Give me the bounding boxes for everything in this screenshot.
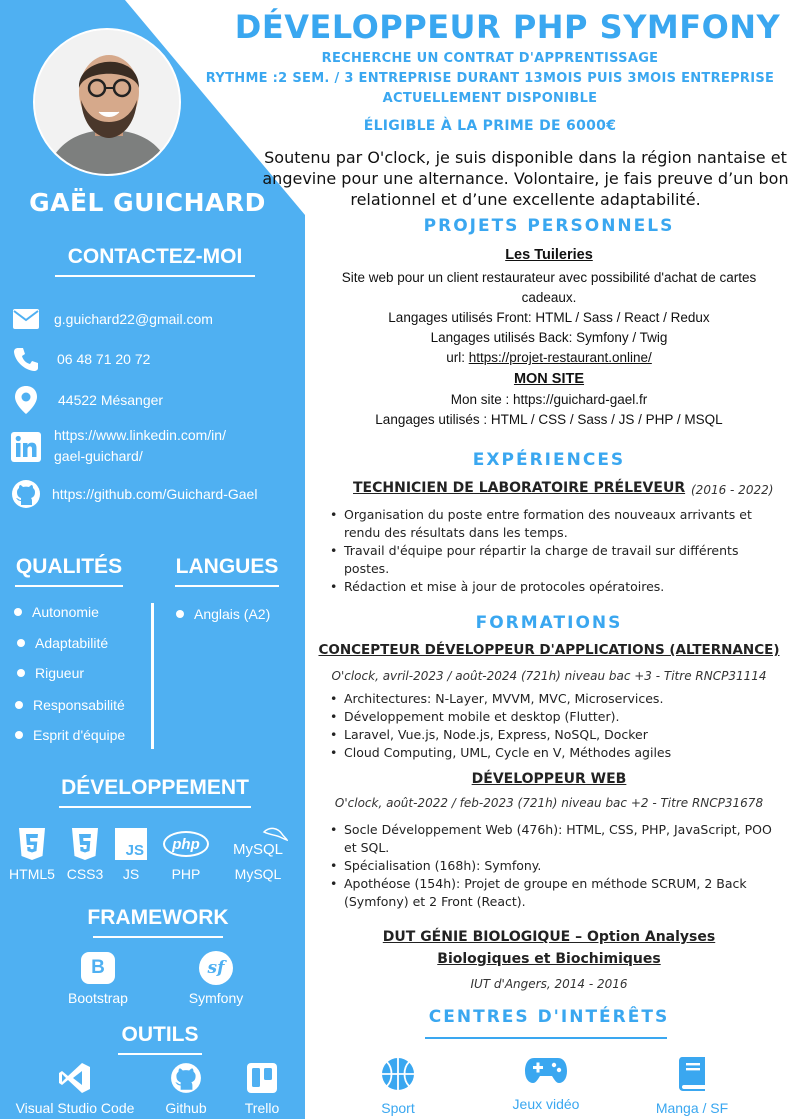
- book-icon: [642, 1054, 742, 1094]
- list-item: • Socle Développement Web (476h): HTML, CSS, PHP, JavaScript, POO et SQL.: [328, 821, 783, 857]
- phone-text[interactable]: 06 48 71 20 72: [57, 350, 151, 367]
- dev-title-text: DÉVELOPPEMENT: [61, 776, 249, 799]
- project-1-desc-2: cadeaux.: [521, 290, 577, 305]
- list-item: • Spécialisation (168h): Symfony.: [328, 857, 783, 875]
- quality-label: Responsabilité: [33, 697, 125, 713]
- github-text[interactable]: https://github.com/Guichard-Gael: [52, 485, 258, 502]
- project-1-back: Langages utilisés Back: Symfony / Twig: [430, 330, 668, 345]
- formations-title: FORMATIONS: [475, 613, 623, 633]
- intro-paragraph: Soutenu par O'clock, je suis disponible dans la région nantaise et angevine pour une alternance. Volontaire, je fais preuve d’un bon relationnel et d’une excellente adaptabilité.: [262, 148, 789, 209]
- list-item: • Travail d'équipe pour répartir la charge de travail sur différents postes.: [328, 542, 783, 578]
- project-2-site[interactable]: Mon site : https://guichard-gael.fr: [450, 392, 648, 407]
- formation-2-meta: O'clock, août-2022 / feb-2023 (721h) niveau bac +2 - Titre RNCP31678: [334, 796, 764, 810]
- linkedin-line1[interactable]: https://www.linkedin.com/in/: [54, 427, 226, 443]
- project-1-title-text: Les Tuileries: [505, 247, 593, 263]
- tech-label: Visual Studio Code: [15, 1100, 135, 1116]
- formation-3-title-1: DUT GÉNIE BIOLOGIQUE – Option Analyses: [382, 929, 716, 945]
- interest-manga: [642, 1054, 742, 1116]
- quality-label: Esprit d'équipe: [33, 727, 126, 743]
- quality-label: Adaptabilité: [35, 635, 109, 651]
- project-1-url-link[interactable]: https://projet-restaurant.online/: [468, 350, 652, 365]
- formation-1-list: [328, 690, 783, 762]
- tech-label: MySQL: [234, 866, 282, 882]
- formation-3-meta: IUT d'Angers, 2014 - 2016: [470, 977, 628, 991]
- list-item: • Architectures: N-Layer, MVVM, MVC, Microservices.: [328, 690, 783, 708]
- tech-label: JS: [122, 866, 140, 882]
- interest-videogames: [496, 1050, 596, 1112]
- project-1-url-line: [305, 348, 793, 368]
- project-1-url-label: url:: [446, 350, 469, 365]
- tech-label: HTML5: [9, 866, 55, 882]
- tech-label: PHP: [171, 866, 201, 882]
- interests-underline: [425, 1037, 667, 1039]
- list-item: • Organisation du poste entre formation des nouveaux arrivants et rendu des résultats dans les temps.: [328, 506, 783, 542]
- candidate-name: GAËL GUICHARD: [29, 188, 266, 217]
- project-2-langs: Langages utilisés : HTML / CSS / Sass / JS / PHP / MSQL: [375, 412, 723, 427]
- basketball-icon: [348, 1054, 448, 1094]
- project-2-title-text: MON SITE: [513, 371, 585, 387]
- formation-1-title: CONCEPTEUR DÉVELOPPEUR D'APPLICATIONS (ALTERNANCE): [318, 642, 780, 658]
- list-item: • Apothéose (154h): Projet de groupe en méthode SCRUM, 2 Back (Symfony) et 2 Front (React).: [328, 875, 783, 911]
- formation-2-title: DÉVELOPPEUR WEB: [471, 771, 627, 787]
- languages-title-text: LANGUES: [175, 555, 279, 578]
- tech-label: Symfony: [188, 990, 244, 1006]
- bootstrap-logo-text: B: [81, 952, 115, 984]
- location-text: 44522 Mésanger: [58, 391, 164, 408]
- linkedin-line2[interactable]: gael-guichard/: [54, 448, 143, 464]
- gamepad-icon: [496, 1050, 596, 1090]
- project-1-title: [305, 245, 793, 265]
- tools-title-text: OUTILS: [121, 1023, 199, 1046]
- project-1-desc-1: Site web pour un client restaurateur avec possibilité d'achat de cartes: [341, 270, 757, 285]
- header-line-3: ACTUELLEMENT DISPONIBLE: [382, 91, 598, 106]
- tech-label: Trello: [244, 1100, 280, 1116]
- quality-label: Rigueur: [35, 665, 85, 681]
- formation-2-list: [328, 821, 783, 911]
- experiences-title: EXPÉRIENCES: [472, 450, 626, 470]
- job-date: (2016 - 2022): [691, 483, 774, 497]
- js-logo-text: JS: [115, 828, 147, 860]
- interests-title: CENTRES D'INTÉRÊTS: [428, 1007, 670, 1027]
- formation-3-title-2: Biologiques et Biochimiques: [437, 951, 661, 967]
- list-item: • Laravel, Vue.js, Node.js, Express, NoSQL, Docker: [328, 726, 783, 744]
- job-title: TECHNICIEN DE LABORATOIRE PRÉLEVEUR: [353, 480, 686, 496]
- contact-title-text: CONTACTEZ-MOI: [67, 245, 243, 268]
- experience-list: [328, 506, 783, 596]
- interest-label: Sport: [381, 1100, 415, 1116]
- qualities-title-text: QUALITÉS: [15, 555, 123, 578]
- interest-sport: [348, 1054, 448, 1116]
- tech-label: Bootstrap: [68, 990, 128, 1006]
- project-2-title: [305, 369, 793, 389]
- list-item: • Cloud Computing, UML, Cycle en V, Méthodes agiles: [328, 744, 783, 762]
- projects-title: PROJETS PERSONNELS: [423, 216, 675, 236]
- tech-label: CSS3: [66, 866, 104, 882]
- project-1-front: Langages utilisés Front: HTML / Sass / React / Redux: [388, 310, 710, 325]
- page-title: DÉVELOPPEUR PHP SYMFONY: [234, 8, 781, 46]
- interest-label: Jeux vidéo: [512, 1096, 580, 1112]
- interest-label: Manga / SF: [655, 1100, 729, 1116]
- php-logo-text: php: [163, 831, 209, 857]
- email-text[interactable]: g.guichard22@gmail.com: [54, 310, 213, 327]
- quality-label: Autonomie: [32, 604, 99, 620]
- framework-title-text: FRAMEWORK: [87, 906, 229, 929]
- formation-1-meta: O'clock, avril-2023 / août-2024 (721h) niveau bac +3 - Titre RNCP31114: [331, 669, 767, 683]
- symfony-logo-text: sf: [199, 951, 233, 985]
- header-line-2: RYTHME :2 SEM. / 3 ENTREPRISE DURANT 13MOIS PUIS 3MOIS ENTREPRISE: [205, 71, 775, 86]
- list-item: • Rédaction et mise à jour de protocoles opératoires.: [328, 578, 783, 596]
- header-line-4: ÉLIGIBLE À LA PRIME DE 6000€: [363, 118, 617, 134]
- mysql-logo-text: MySQL: [232, 840, 283, 858]
- list-item: • Développement mobile et desktop (Flutter).: [328, 708, 783, 726]
- header-line-1: RECHERCHE UN CONTRAT D'APPRENTISSAGE: [321, 51, 659, 66]
- language-label: Anglais (A2): [194, 606, 271, 622]
- tech-label: Github: [165, 1100, 207, 1116]
